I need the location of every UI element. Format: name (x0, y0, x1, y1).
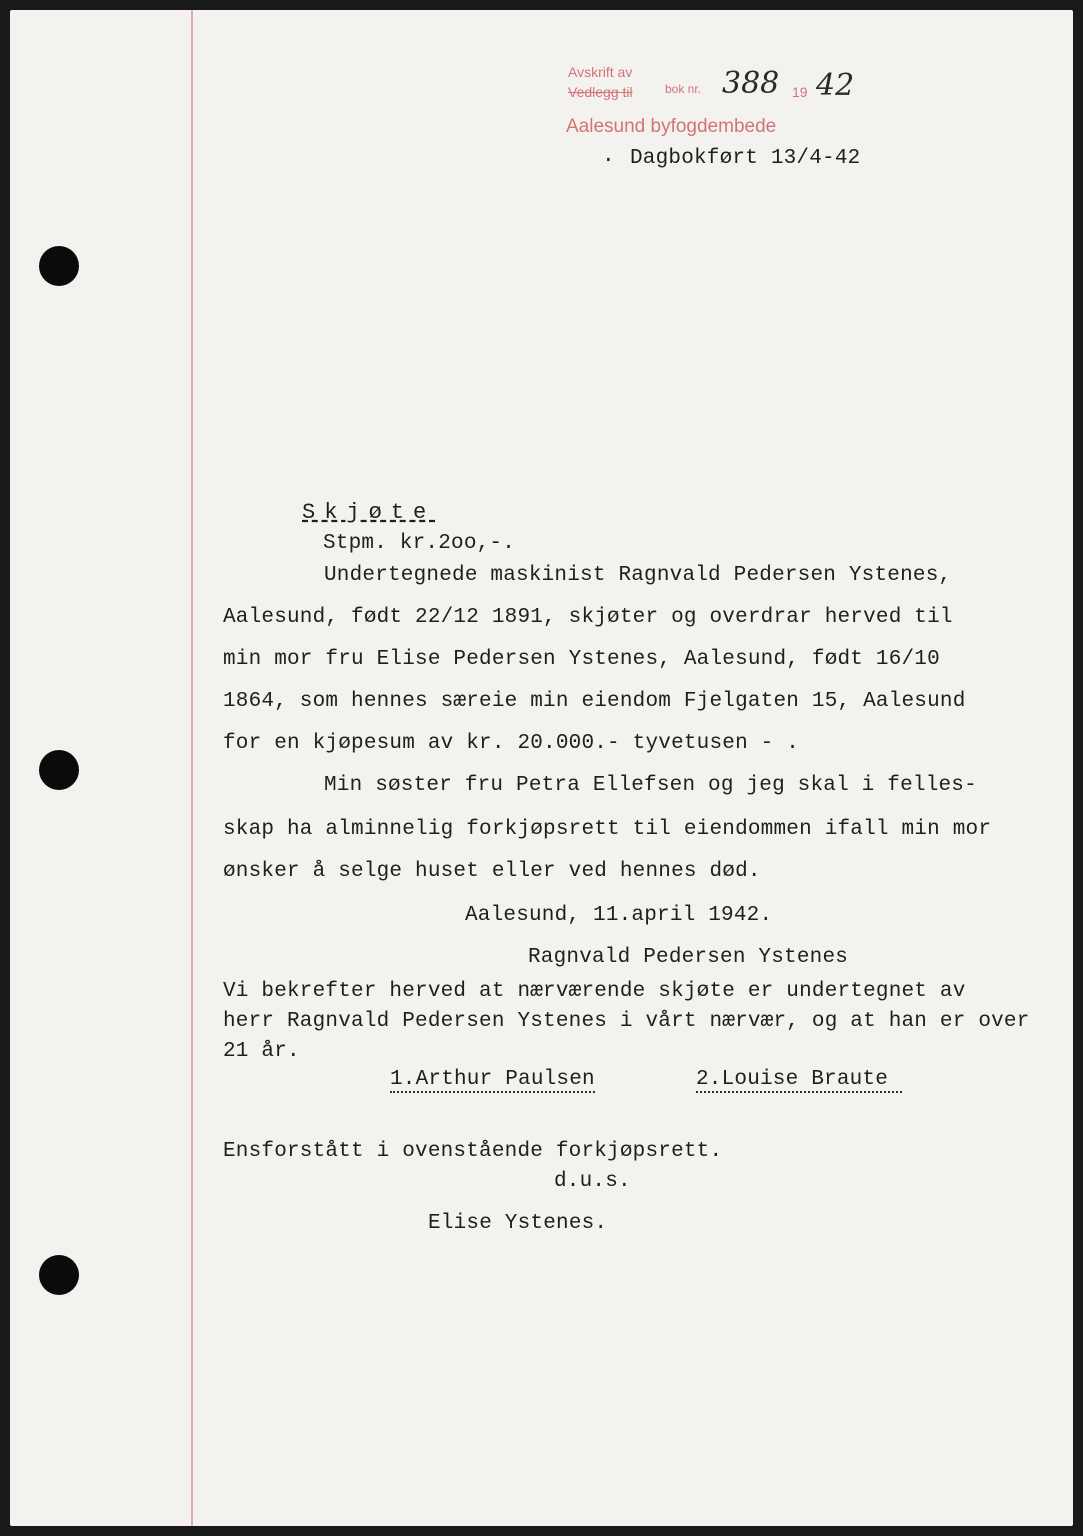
punch-hole-top (39, 246, 79, 286)
year-prefix: 19 (792, 84, 808, 100)
dus-mark: d.u.s. (554, 1170, 631, 1193)
stamp-book-label: bok nr. (665, 82, 702, 96)
witness-line-2: herr Ragnvald Pedersen Ystenes i vårt nærvær, og at han er over (223, 1010, 1030, 1033)
place-date: Aalesund, 11.april 1942. (465, 904, 773, 927)
consent-line: Ensforstått i ovenstående forkjøpsrett. (223, 1140, 723, 1163)
witness-2: 2.Louise Braute (696, 1068, 902, 1093)
body-line-3: min mor fru Elise Pedersen Ystenes, Aalesund, født 16/10 (223, 648, 940, 671)
punch-hole-middle (39, 750, 79, 790)
signer-name: Ragnvald Pedersen Ystenes (528, 946, 849, 969)
red-margin-line (191, 10, 193, 1526)
body-line-5: for en kjøpesum av kr. 20.000.- tyvetusen - . (223, 732, 800, 755)
stamp-fee: Stpm. kr.2oo,-. (323, 532, 516, 555)
body-line-4: 1864, som hennes særeie min eiendom Fjelgaten 15, Aalesund (223, 690, 966, 713)
dagbok-entry: Dagbokført 13/4-42 (630, 147, 861, 170)
dot-mark: . (602, 145, 615, 168)
document-page (10, 10, 1073, 1526)
para2-line-3: ønsker å selge huset eller ved hennes død. (223, 860, 761, 883)
witness-1: 1.Arthur Paulsen (390, 1068, 595, 1091)
punch-hole-bottom (39, 1255, 79, 1295)
body-line-2: Aalesund, født 22/12 1891, skjøter og overdrar herved til (223, 606, 953, 629)
body-line-1: Undertegnede maskinist Ragnvald Pedersen Ystenes, (324, 564, 952, 587)
witness-line-3: 21 år. (223, 1040, 300, 1063)
document-title: Skjøte (302, 500, 436, 525)
year-suffix: 42 (816, 68, 855, 103)
para2-line-1: Min søster fru Petra Ellefsen og jeg skal i felles- (324, 774, 977, 797)
entry-number: 388 (722, 66, 780, 101)
stamp-line2: Vedlegg til (568, 84, 633, 100)
witness-line-1: Vi bekrefter herved at nærværende skjøte er undertegnet av (223, 980, 966, 1003)
stamp-line1: Avskrift av (568, 64, 633, 80)
para2-line-2: skap ha alminnelig forkjøpsrett til eiendommen ifall min mor (223, 818, 992, 841)
final-signer: Elise Ystenes. (428, 1212, 608, 1235)
stamp-office: Aalesund byfogdembede (566, 116, 777, 137)
